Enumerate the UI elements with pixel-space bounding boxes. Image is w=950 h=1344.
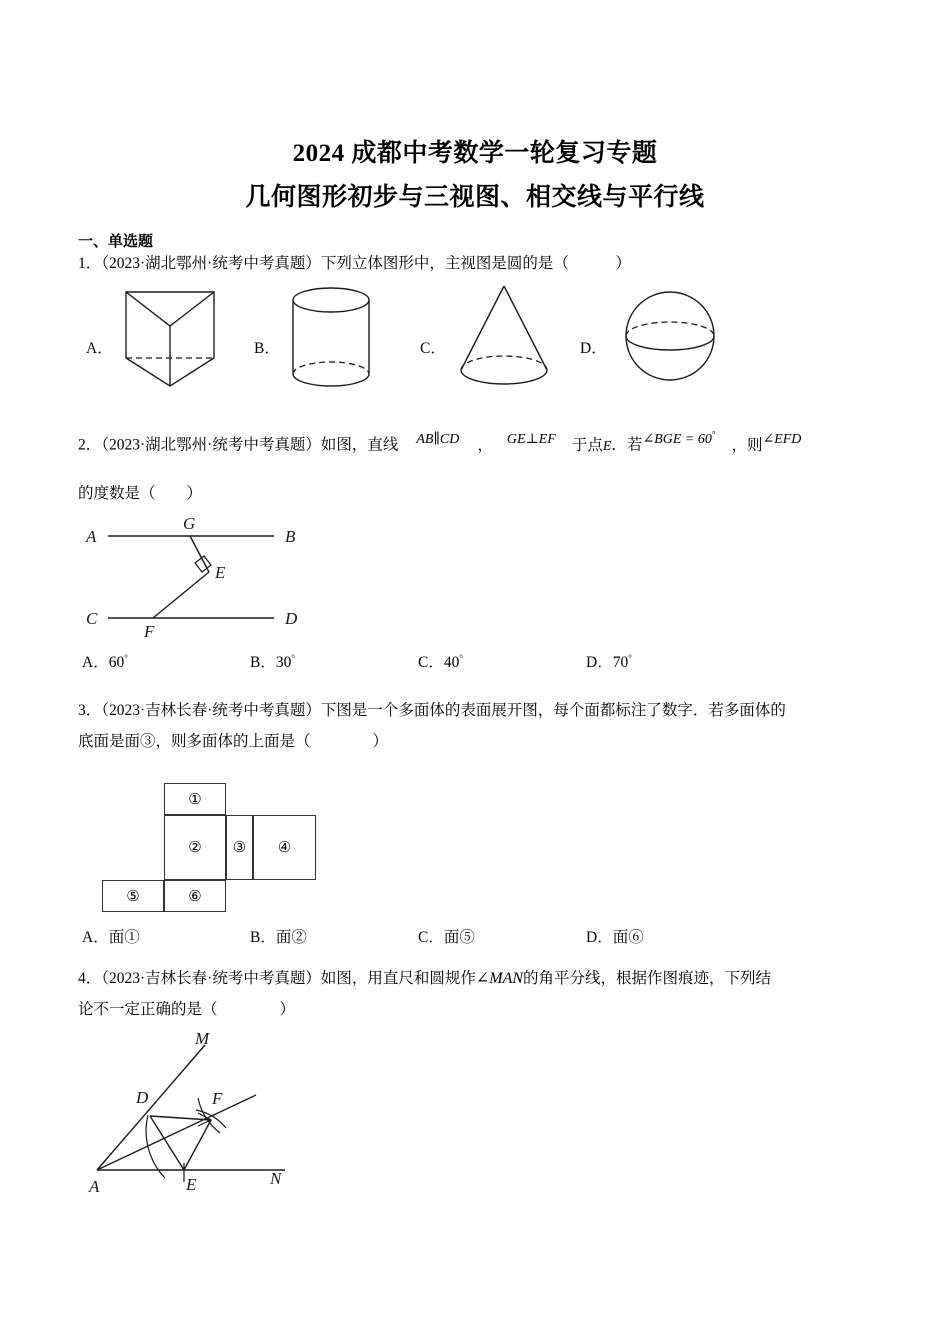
question-2-option-a-unit: ° bbox=[124, 652, 128, 663]
question-3-option-c-letter: C． bbox=[418, 929, 444, 946]
question-2-math-angle-efd: ∠EFD bbox=[762, 431, 802, 447]
cylinder-icon bbox=[286, 284, 376, 392]
question-3-option-a-letter: A． bbox=[82, 929, 109, 946]
question-3-option-b-text: 面② bbox=[275, 929, 307, 946]
question-3-text-line-1: 下图是一个多面体的表面展开图，每个面都标注了数字．若多面体的 bbox=[320, 702, 786, 719]
question-2-option-a[interactable] bbox=[82, 650, 128, 672]
question-2-math-angle-bge-degree: ° bbox=[711, 429, 716, 439]
sphere-icon bbox=[615, 286, 725, 386]
label-B: B bbox=[285, 527, 296, 546]
label-E: E bbox=[186, 1175, 197, 1194]
question-1-choice-b-letter[interactable]: B． bbox=[254, 340, 280, 357]
question-2-math-angle-bge-value: ∠BGE = 60 bbox=[642, 431, 712, 447]
label-C: C bbox=[86, 609, 98, 628]
question-2-option-a-value: 60 bbox=[108, 654, 125, 671]
question-2-option-d-unit: ° bbox=[628, 652, 632, 663]
question-3-stem-line-1 bbox=[78, 700, 878, 722]
question-1-text: 下列立体图形中，主视图是圆的是（ ） bbox=[320, 255, 631, 272]
net-face-3-label: ③ bbox=[232, 840, 247, 856]
label-D: D bbox=[136, 1088, 149, 1107]
triangular-prism-icon bbox=[120, 286, 220, 391]
question-3-stem-line-2: 底面是面③，则多面体的上面是（ ） bbox=[78, 733, 389, 750]
question-2-stem-line-2: 的度数是（ ） bbox=[78, 485, 203, 502]
question-1-choice-a-letter[interactable]: A． bbox=[86, 340, 113, 357]
net-face-6 bbox=[164, 880, 226, 912]
question-2-comma-1: ， bbox=[477, 436, 493, 454]
question-2-figure bbox=[82, 516, 382, 641]
label-M: M bbox=[195, 1029, 210, 1048]
angle-bisector-construction-diagram bbox=[80, 1029, 380, 1212]
question-2-option-b-letter: B． bbox=[250, 654, 276, 671]
question-2-text-part-3: ．若 bbox=[611, 436, 643, 454]
question-3-option-d-letter: D． bbox=[586, 929, 613, 946]
parallel-lines-diagram bbox=[82, 516, 382, 641]
net-face-1-label: ① bbox=[188, 791, 202, 808]
label-D: D bbox=[285, 609, 298, 628]
label-G: G bbox=[183, 514, 196, 533]
net-face-4 bbox=[253, 815, 316, 880]
question-2-option-c-unit: ° bbox=[459, 652, 463, 663]
question-3-option-d-text: 面⑥ bbox=[612, 929, 644, 946]
question-4-text-part-1: 如图，用直尺和圆规作 bbox=[320, 970, 476, 987]
label-E: E bbox=[215, 563, 226, 582]
section-heading-single-choice: 一、单选题 bbox=[78, 234, 154, 250]
question-1-choice-d-letter[interactable]: D． bbox=[580, 340, 607, 357]
question-3-figure-net bbox=[88, 783, 348, 913]
question-2-stem bbox=[78, 428, 878, 460]
question-3-source: （2023·吉林长春·统考中考真题） bbox=[101, 702, 321, 719]
question-3-option-a[interactable] bbox=[82, 925, 140, 947]
net-face-5 bbox=[102, 880, 164, 912]
question-4-number: 4． bbox=[78, 970, 102, 987]
question-3-option-d[interactable] bbox=[586, 925, 644, 947]
question-2-math-ge-perp-ef: GE⊥EF bbox=[506, 431, 556, 447]
question-1-figure-row bbox=[0, 280, 950, 395]
question-2-option-c[interactable] bbox=[418, 650, 463, 672]
question-1-stem bbox=[78, 253, 878, 275]
label-N: N bbox=[270, 1169, 282, 1188]
question-2-option-c-letter: C． bbox=[418, 654, 444, 671]
question-3-option-b[interactable] bbox=[250, 925, 307, 947]
question-3-option-c-text: 面⑤ bbox=[443, 929, 475, 946]
question-2-comma-2: ，则 bbox=[731, 436, 763, 454]
question-2-math-point-e: E bbox=[602, 438, 612, 454]
question-2-math-ab-parallel-cd: AB∥CD bbox=[416, 431, 460, 447]
question-2-option-b-unit: ° bbox=[291, 652, 295, 663]
label-A: A bbox=[89, 1177, 100, 1196]
question-1-number: 1． bbox=[78, 255, 102, 272]
question-2-option-b[interactable] bbox=[250, 650, 295, 672]
label-F: F bbox=[212, 1089, 223, 1108]
question-4-figure bbox=[80, 1029, 380, 1212]
net-face-2-label: ② bbox=[188, 840, 202, 856]
label-F: F bbox=[144, 622, 155, 641]
document-title-line-1: 2024 成都中考数学一轮复习专题 bbox=[292, 140, 658, 167]
label-A: A bbox=[86, 527, 97, 546]
question-4-source: （2023·吉林长春·统考中考真题） bbox=[101, 970, 321, 987]
net-face-5-label: ⑤ bbox=[126, 888, 140, 905]
question-3-option-b-letter: B． bbox=[250, 929, 276, 946]
net-face-6-label: ⑥ bbox=[188, 888, 202, 905]
question-2-math-angle-bge bbox=[642, 429, 716, 447]
question-1-source: （2023·湖北鄂州·统考中考真题） bbox=[101, 255, 321, 272]
question-3-option-a-text: 面① bbox=[108, 929, 140, 946]
net-face-3 bbox=[226, 815, 253, 880]
cone-icon bbox=[452, 282, 557, 392]
question-2-option-b-value: 30 bbox=[275, 654, 292, 671]
question-2-option-d-value: 70 bbox=[612, 654, 629, 671]
net-face-1 bbox=[164, 783, 226, 815]
net-face-4-label: ④ bbox=[277, 840, 292, 856]
question-3-number: 3． bbox=[78, 702, 102, 719]
question-2-number: 2． bbox=[78, 436, 102, 454]
document-title-line-2: 几何图形初步与三视图、相交线与平行线 bbox=[245, 184, 705, 211]
question-2-text-part-2: 于点 bbox=[571, 436, 603, 454]
question-4-stem-line-1 bbox=[78, 968, 878, 990]
question-2-option-a-letter: A． bbox=[82, 654, 109, 671]
question-4-text-part-2: 的角平分线，根据作图痕迹，下列结 bbox=[523, 970, 772, 987]
question-4-math-angle-man: ∠MAN bbox=[475, 970, 524, 987]
question-2-option-d-letter: D． bbox=[586, 654, 613, 671]
question-2-source: （2023·湖北鄂州·统考中考真题） bbox=[101, 436, 321, 454]
question-4-stem-line-2: 论不一定正确的是（ ） bbox=[78, 1001, 296, 1018]
question-2-option-c-value: 40 bbox=[443, 654, 460, 671]
question-3-option-c[interactable] bbox=[418, 925, 475, 947]
question-2-text-part-1: 如图，直线 bbox=[320, 436, 399, 454]
net-face-2 bbox=[164, 815, 226, 880]
question-1-choice-c-letter[interactable]: C． bbox=[420, 340, 446, 357]
question-2-option-d[interactable] bbox=[586, 650, 632, 672]
